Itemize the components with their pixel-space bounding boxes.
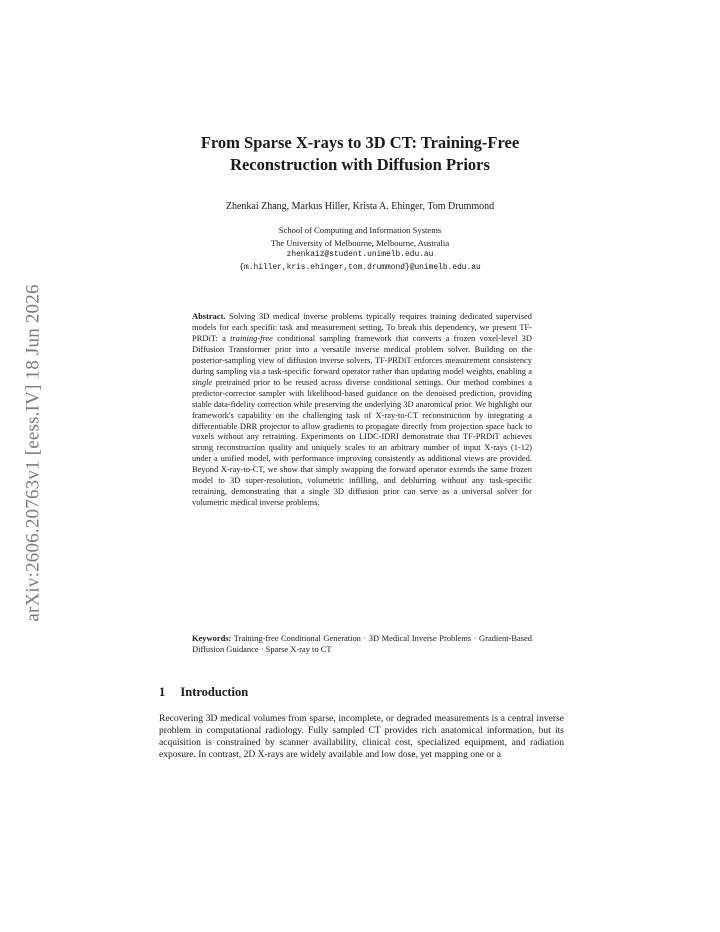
section-title: Introduction: [180, 685, 249, 699]
abstract-emphasis-2: single: [192, 376, 213, 387]
arxiv-stamp: [22, 255, 46, 650]
title-line-1: From Sparse X-rays to 3D CT: Training-Free: [200, 133, 520, 152]
keywords: [192, 633, 532, 655]
title-line-2: Reconstruction with Diffusion Priors: [230, 155, 490, 174]
abstract-text-2: conditional sampling framework that converts a frozen voxel-level 3D Diffusion Transformer prior into a versatile inverse medical problem solver. Building on the posterior-sampling view of diffusion inverse solvers, TF-PRDiT enforces measurement consistency during sampling via a task-specific forward operator rather than updating model weights, enabling a: [192, 332, 532, 376]
keywords-text: Training-free Conditional Generation · 3D Medical Inverse Problems · Gradient-Based Diffusion Guidance · Sparse X-ray to CT: [192, 633, 532, 654]
author-list: Zhenkai Zhang, Markus Hiller, Krista A. Ehinger, Tom Drummond: [225, 201, 495, 212]
affiliation-block: [150, 224, 570, 274]
affiliation-dept: School of Computing and Information Systems: [278, 225, 442, 235]
keywords-label: Keywords:: [192, 633, 232, 643]
arxiv-id: arXiv:2606.20763v1 [eess.IV] 18 Jun 2026: [23, 283, 45, 622]
intro-paragraph: Recovering 3D medical volumes from sparse, incomplete, or degraded measurements is a central inverse problem in computational radiology. Fully sampled CT provides rich anatomical information, but its acquisition is constrained by scanner availability, clinical cost, specialized equipment, and radiation exposure. In contrast, 2D X-rays are widely available and low dose, yet mapping one or a: [159, 713, 564, 761]
email-coauthors: {m.hiller,kris.ehinger,tom.drummond}@unimelb.edu.au: [239, 262, 481, 272]
section-number: 1: [159, 685, 166, 699]
email-primary: zhenkaiz@student.unimelb.edu.au: [286, 250, 434, 260]
abstract-text-1: Solving 3D medical inverse problems typically requires training dedicated supervised models for each specific task and measurement setting. To break this dependency, we present TF-PRDiT: a: [192, 311, 532, 343]
abstract-emphasis-1: training-free: [230, 332, 273, 343]
paper-title: [150, 132, 570, 176]
abstract-label: Abstract.: [192, 311, 226, 321]
abstract-text-3: pretrained prior to be reused across diverse conditional settings. Our method combines a predictor-corrector sampler with likelihood-based guidance on the denoised prediction, providing stable data-fidelity correction while preserving the underlying 3D anatomical prior. We highlight our framework's capability on the challenging task of X-ray-to-CT reconstruction by integrating a differentiable DRR projector to allow gradients to propagate directly from projection space back to voxels without any retraining. Experiments on LIDC-IDRI demonstrate that TF-PRDiT achieves strong reconstruction quality and uniquely scales to an arbitrary number of input X-rays (1-12) under a unified model, with performance improving consistently as additional views are provided. Beyond X-ray-to-CT, we show that simply swapping the forward operator extends the same frozen model to 3D super-resolution, volumetric infilling, and deblurring without any task-specific retraining, demonstrating that a single 3D diffusion prior can serve as a universal solver for volumetric medical inverse problems.: [192, 376, 532, 508]
abstract: [192, 311, 532, 508]
section-heading: [159, 685, 248, 700]
affiliation-univ: The University of Melbourne, Melbourne, Australia: [270, 237, 450, 248]
